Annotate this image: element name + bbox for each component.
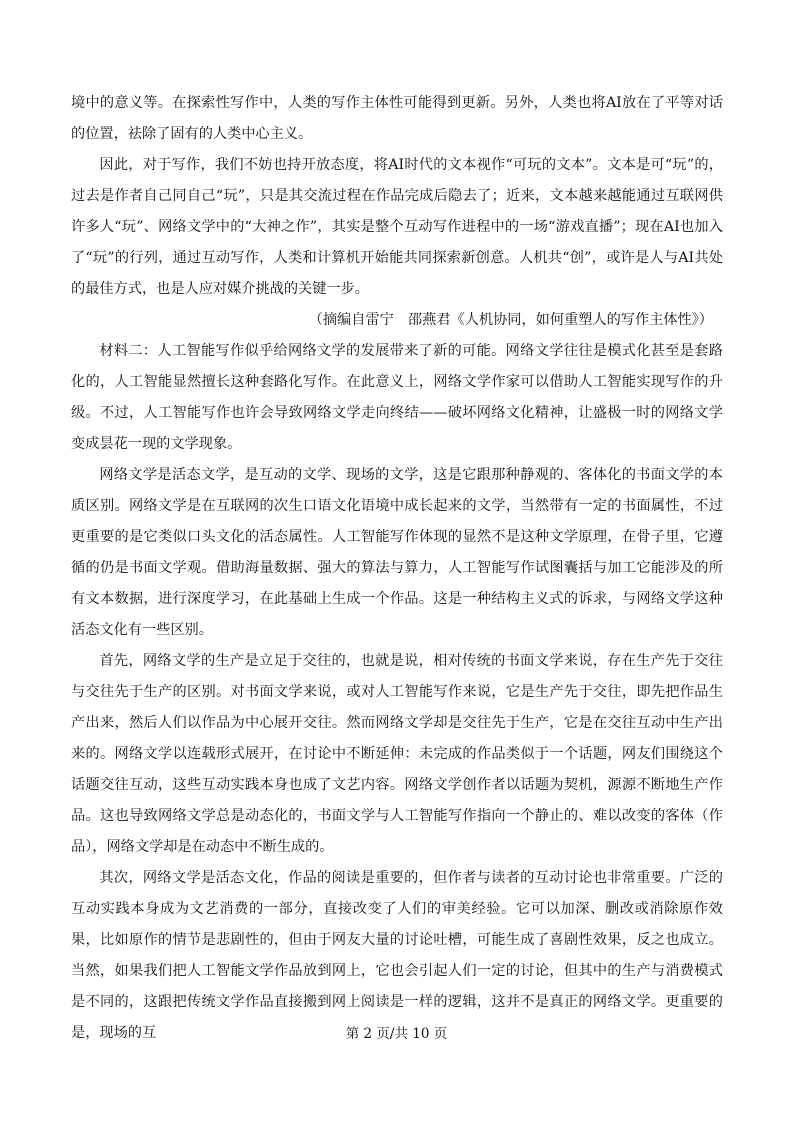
source-citation: （摘编自雷宁 邵燕君《人机协同，如何重塑人的写作主体性》） xyxy=(308,312,713,328)
paragraph-continuation: 境中的意义等。在探索性写作中，人类的写作主体性可能得到更新。另外，人类也将AI放在了平等对话的位置，祛除了固有的人类中心主义。 xyxy=(71,95,723,142)
page-number-footer: 第 2 页/共 10 页 xyxy=(345,1026,448,1042)
paragraph-second-point: 其次，网络文学是活态文化，作品的阅读是重要的，但作者与读者的互动讨论也非常重要。广泛的互动实践本身成为文艺消费的一部分，直接改变了人们的审美经验。它可以加深、删改或消除原作效果，比如原作的情节是悲剧性的，但由于网友大量的讨论吐槽，可能生成了喜剧性效果，反之也成立。当然，如果我们把人工智能文学作品放到网上，它也会引起人们一定的讨论，但其中的生产与消费模式是不同的，这跟把传统文学作品直接搬到网上阅读是一样的逻辑，这并不是真正的网络文学。更重要的是，现场的互 xyxy=(71,870,723,1041)
paragraph-open-attitude: 因此，对于写作，我们不妨也持开放态度，将AI时代的文本视作“可玩的文本”。文本是可“玩”的，过去是作者自己同自己“玩”，只是其交流过程在作品完成后隐去了；近来，文本越来越能通过互联网供许多人“玩”、网络文学中的“大神之作”，其实是整个互动写作进程中的一场“游戏直播”；现在AI也加入了“玩”的行列，通过互动写作，人类和计算机开始能共同探索新创意。人机共“创”，或许是人与AI共处的最佳方式，也是人应对媒介挑战的关键一步。 xyxy=(71,157,723,297)
paragraph-material-two: 材料二：人工智能写作似乎给网络文学的发展带来了新的可能。网络文学往往是模式化甚至是套路化的，人工智能显然擅长这种套路化写作。在此意义上，网络文学作家可以借助人工智能实现写作的升级。不过，人工智能写作也许会导致网络文学走向终结——破坏网络文化精神，让盛极一时的网络文学变成昙花一现的文学现象。 xyxy=(71,343,723,452)
document-body xyxy=(71,88,723,1049)
paragraph-first-point: 首先，网络文学的生产是立足于交往的，也就是说，相对传统的书面文学来说，存在生产先于交往与交往先于生产的区别。对书面文学来说，或对人工智能写作来说，它是生产先于交往，即先把作品生产出来，然后人们以作品为中心展开交往。然而网络文学却是交往先于生产，它是在交往互动中生产出来的。网络文学以连载形式展开，在讨论中不断延伸：未完成的作品类似于一个话题，网友们围绕这个话题交往互动，这些互动实践本身也成了文艺内容。网络文学创作者以话题为契机，源源不断地生产作品。这也导致网络文学总是动态化的，书面文学与人工智能写作指向一个静止的、难以改变的客体（作品），网络文学却是在动态中不断生成的。 xyxy=(71,653,723,855)
paragraph-living-literature: 网络文学是活态文学，是互动的文学、现场的文学，这是它跟那种静观的、客体化的书面文学的本质区别。网络文学是在互联网的次生口语文化语境中成长起来的文学，当然带有一定的书面属性，不过更重要的是它类似口头文化的活态属性。人工智能写作体现的显然不是这种文学原理，在骨子里，它遵循的仍是书面文学观。借助海量数据、强大的算法与算力，人工智能写作试图囊括与加工它能涉及的所有文本数据，进行深度学习，在此基础上生成一个作品。这是一种结构主义式的诉求，与网络文学这种活态文化有一些区别。 xyxy=(71,467,723,638)
